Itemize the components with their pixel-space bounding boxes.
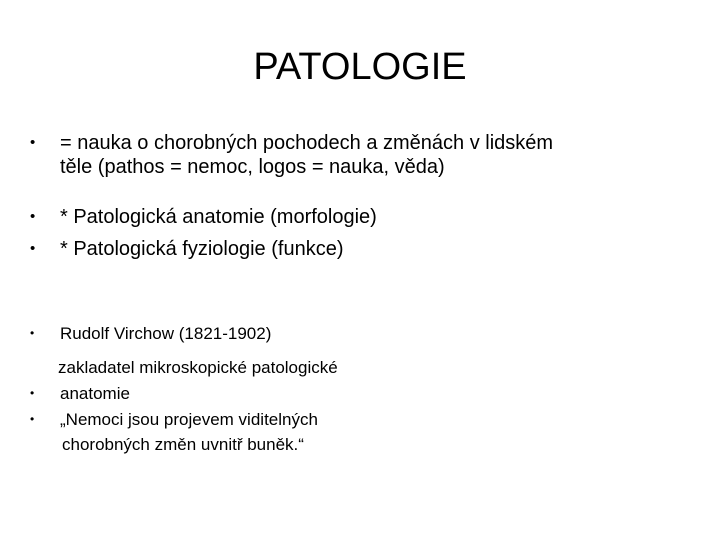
bullet-definition-line-1: = nauka o chorobných pochodech a změnách v lidském: [60, 132, 554, 154]
bullet-pathological-anatomy-text: * Patologická anatomie (morfologie): [60, 206, 377, 228]
bullet-anatomy: [26, 380, 446, 407]
bullet-marker: •: [30, 412, 35, 426]
bullet-quote-text: „Nemoci jsou projevem viditelných: [60, 410, 318, 429]
bullet-definition-text: [60, 131, 686, 179]
bullet-quote: [26, 406, 446, 433]
bullet-definition-line-2: těle (pathos = nemoc, logos = nauka, věda): [60, 156, 445, 178]
bullet-pathological-physiology-text: * Patologická fyziologie (funkce): [60, 238, 344, 260]
bullet-marker: •: [30, 386, 35, 400]
bullet-quote-continuation: chorobných změn uvnitř buněk.“: [62, 435, 304, 454]
bullet-marker: •: [30, 240, 36, 257]
bullet-pathological-anatomy: [26, 205, 686, 229]
bullet-marker: •: [30, 326, 35, 340]
bullet-definition: [26, 131, 686, 179]
bullet-marker: •: [30, 134, 36, 151]
bullet-virchow-text: Rudolf Virchow (1821-1902): [60, 324, 272, 343]
bullet-pathological-physiology: [26, 237, 686, 261]
slide-title: PATOLOGIE: [253, 46, 467, 88]
bullet-anatomy-text: anatomie: [60, 384, 130, 403]
bullet-virchow-continuation: zakladatel mikroskopické patologické: [58, 358, 338, 377]
bullet-virchow: [26, 320, 446, 347]
bullet-marker: •: [30, 208, 36, 225]
